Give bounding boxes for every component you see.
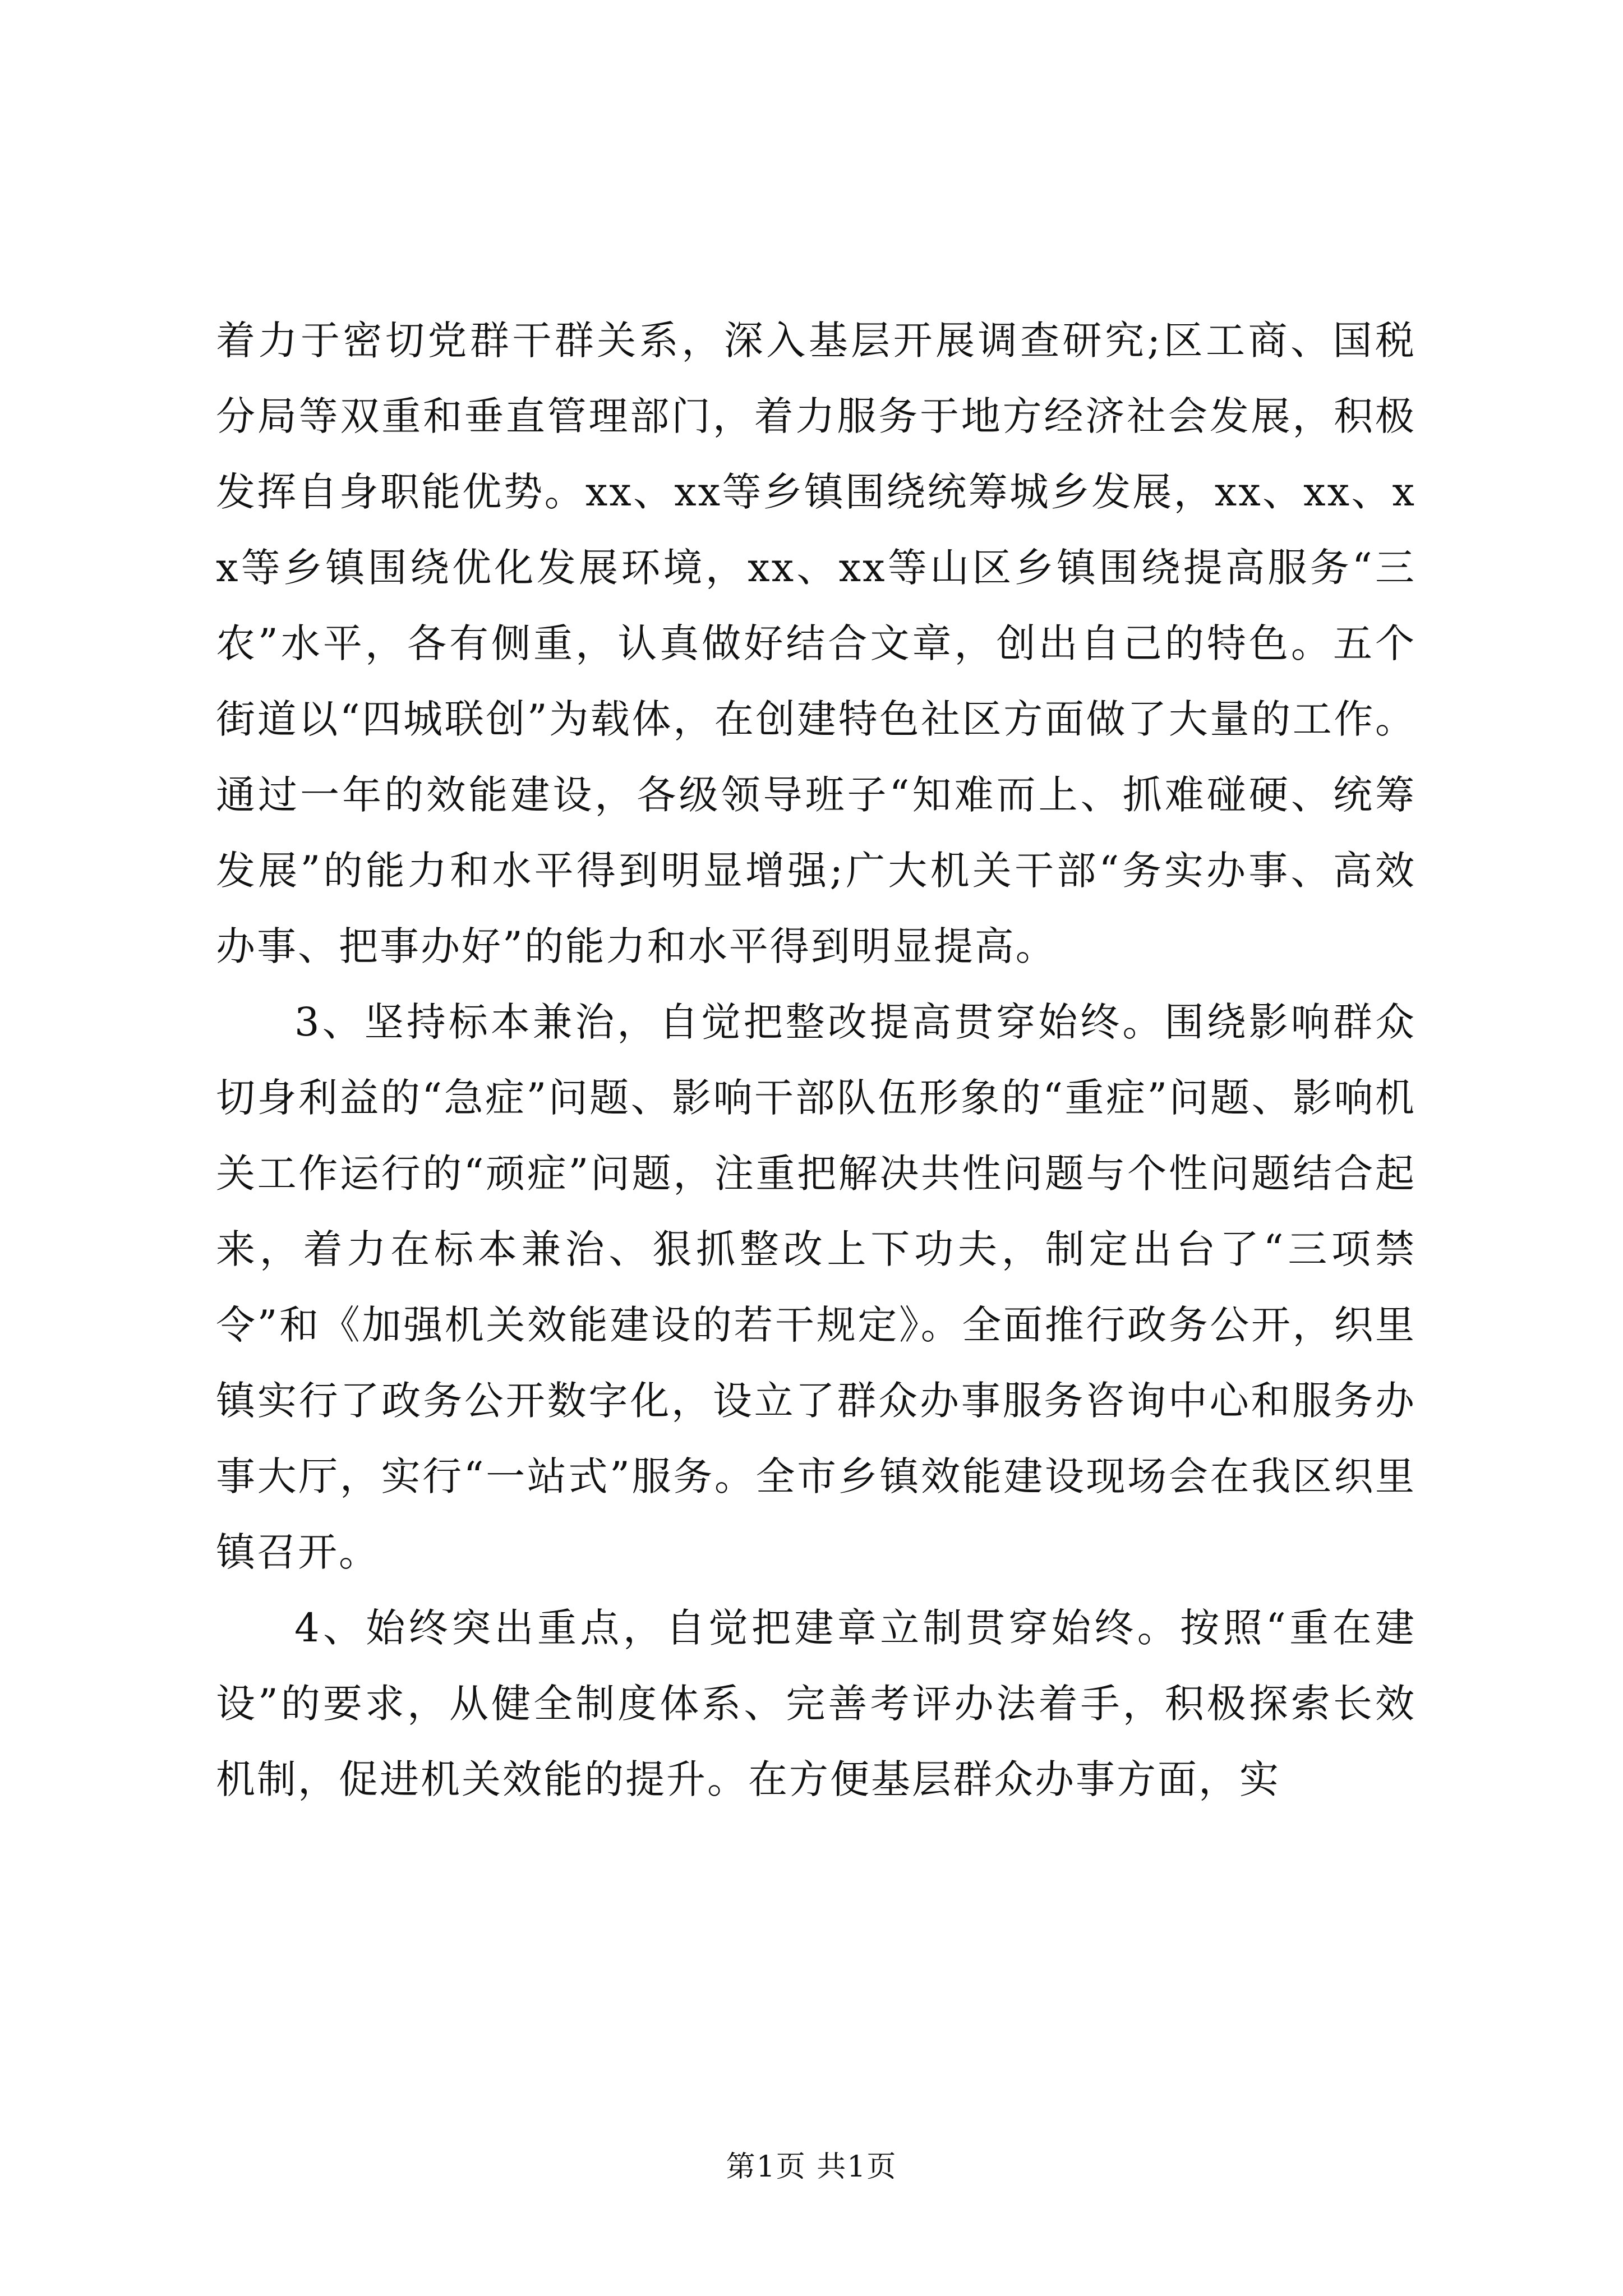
page-footer: 第1页 共1页 bbox=[726, 2150, 897, 2184]
paragraph-continued: 着力于密切党群干群关系，深入基层开展调查研究;区工商、国税分局等双重和垂直管理部门，着力服务于地方经济社会发展，积极发挥自身职能优势。xx、xx等乡镇围绕统筹城乡发展，xx、xx、xx等乡镇围绕优化发展环境，xx、xx等山区乡镇围绕提高服务“三农”水平，各有侧重，认真做好结合文章，创出自己的特色。五个街道以“四城联创”为载体，在创建特色社区方面做了大量的工作。通过一年的效能建设，各级领导班子“知难而上、抓难碰硬、统筹发展”的能力和水平得到明显增强;广大机关干部“务实办事、高效办事、把事办好”的能力和水平得到明显提高。 bbox=[216, 318, 1416, 969]
paragraph-item-3: 3、坚持标本兼治，自觉把整改提高贯穿始终。围绕影响群众切身利益的“急症”问题、影响干部队伍形象的“重症”问题、影响机关工作运行的“顽症”问题，注重把解决共性问题与个性问题结合起来，着力在标本兼治、狠抓整改上下功夫，制定出台了“三项禁令”和《加强机关效能建设的若干规定》。全面推行政务公开，织里镇实行了政务公开数字化，设立了群众办事服务咨询中心和服务办事大厅，实行“一站式”服务。全市乡镇效能建设现场会在我区织里镇召开。 bbox=[216, 999, 1416, 1575]
paragraph-item-4: 4、始终突出重点，自觉把建章立制贯穿始终。按照“重在建设”的要求，从健全制度体系、完善考评办法着手，积极探索长效机制，促进机关效能的提升。在方便基层群众办事方面，实 bbox=[216, 1605, 1416, 1802]
document-body bbox=[216, 303, 1416, 1818]
